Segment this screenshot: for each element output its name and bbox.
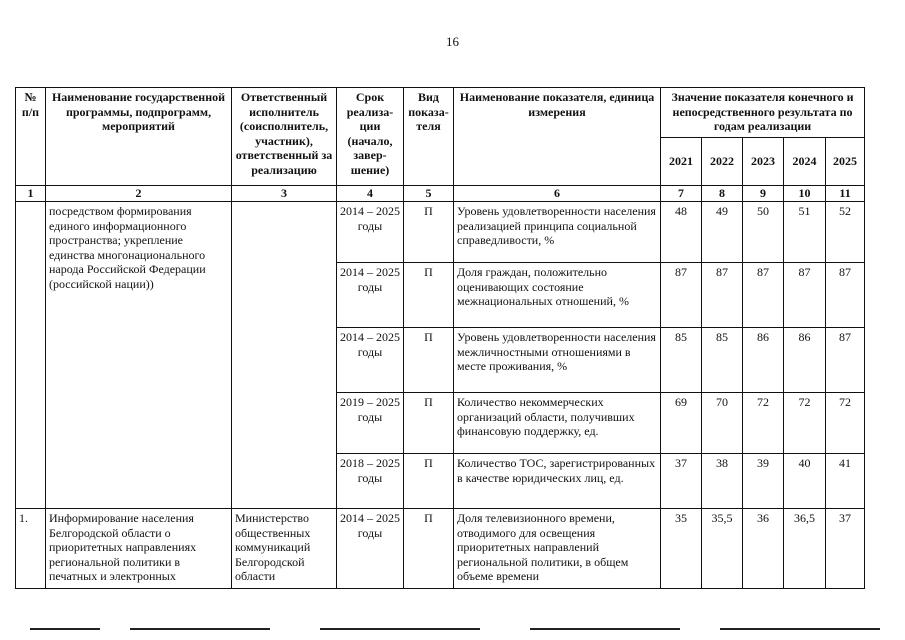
- header-year: 2022: [702, 138, 743, 186]
- column-number: 4: [337, 186, 404, 202]
- cell-value: 72: [743, 393, 784, 454]
- header-indicator-type: Вид показа-теля: [404, 88, 454, 186]
- cell-value: 87: [661, 263, 702, 328]
- cell-executor: Министерство общественных коммуникаций Белгородской области: [232, 509, 337, 589]
- cell-value: 49: [702, 202, 743, 263]
- column-number: 7: [661, 186, 702, 202]
- cell-value: 87: [784, 263, 826, 328]
- cell-executor: [232, 202, 337, 509]
- cell-value: 38: [702, 454, 743, 509]
- cell-value: 70: [702, 393, 743, 454]
- cell-value: 36: [743, 509, 784, 589]
- cell-value: 40: [784, 454, 826, 509]
- scan-bottom-edge: [30, 628, 880, 632]
- column-number: 3: [232, 186, 337, 202]
- cell-value: 37: [826, 509, 865, 589]
- indicators-table: [15, 87, 865, 589]
- page-number: 16: [446, 34, 459, 49]
- cell-indicator-name: Доля граждан, положительно оценивающих состояние межнациональных отношений, %: [454, 263, 661, 328]
- cell-number: 1.: [16, 509, 46, 589]
- column-number: 11: [826, 186, 865, 202]
- scan-line: [720, 628, 880, 630]
- cell-value: 36,5: [784, 509, 826, 589]
- column-number-row: [16, 186, 865, 202]
- cell-value: 86: [784, 328, 826, 393]
- header-year: 2024: [784, 138, 826, 186]
- table-row-item-1: [16, 509, 865, 589]
- cell-value: 37: [661, 454, 702, 509]
- cell-indicator-name: Количество некоммерческих организаций области, получивших финансовую поддержку, ед.: [454, 393, 661, 454]
- column-number: 8: [702, 186, 743, 202]
- cell-indicator-name: Количество ТОС, зарегистрированных в качестве юридических лиц, ед.: [454, 454, 661, 509]
- table-row: [16, 202, 865, 263]
- column-number: 5: [404, 186, 454, 202]
- cell-period: 2018 – 2025 годы: [337, 454, 404, 509]
- cell-value: 87: [826, 328, 865, 393]
- scan-line: [130, 628, 270, 630]
- header-number: № п/п: [16, 88, 46, 186]
- header-values-group: Значение показателя конечного и непосредственного результата по годам реализации: [661, 88, 865, 138]
- header-row-1: [16, 88, 865, 138]
- cell-value: 86: [743, 328, 784, 393]
- cell-value: 39: [743, 454, 784, 509]
- cell-indicator-type: П: [404, 454, 454, 509]
- header-period: Срок реализа-ции (начало, завер-шение): [337, 88, 404, 186]
- header-program-name: Наименование государственной программы, подпрограмм, мероприятий: [46, 88, 232, 186]
- header-indicator-name: Наименование показателя, единица измерения: [454, 88, 661, 186]
- scan-line: [530, 628, 680, 630]
- cell-period: 2014 – 2025 годы: [337, 509, 404, 589]
- cell-period: 2014 – 2025 годы: [337, 263, 404, 328]
- cell-indicator-type: П: [404, 263, 454, 328]
- cell-value: 72: [826, 393, 865, 454]
- cell-indicator-name: Уровень удовлетворенности населения межличностными отношениями в месте проживания, %: [454, 328, 661, 393]
- cell-value: 85: [661, 328, 702, 393]
- cell-indicator-type: П: [404, 393, 454, 454]
- cell-value: 87: [702, 263, 743, 328]
- cell-value: 69: [661, 393, 702, 454]
- column-number: 1: [16, 186, 46, 202]
- cell-indicator-type: П: [404, 202, 454, 263]
- cell-value: 52: [826, 202, 865, 263]
- cell-value: 35: [661, 509, 702, 589]
- column-number: 2: [46, 186, 232, 202]
- column-number: 9: [743, 186, 784, 202]
- cell-period: 2019 – 2025 годы: [337, 393, 404, 454]
- cell-program-name: Информирование населения Белгородской области о приоритетных направлениях региональной политики в печатных и электронных: [46, 509, 232, 589]
- cell-indicator-type: П: [404, 328, 454, 393]
- header-year: 2025: [826, 138, 865, 186]
- cell-value: 35,5: [702, 509, 743, 589]
- cell-period: 2014 – 2025 годы: [337, 328, 404, 393]
- cell-indicator-name: Доля телевизионного времени, отводимого для освещения приоритетных направлений региональной политики, в общем объеме времени: [454, 509, 661, 589]
- header-executor: Ответственный исполнитель (соисполнитель, участник), ответственный за реализацию: [232, 88, 337, 186]
- column-number: 10: [784, 186, 826, 202]
- cell-period: 2014 – 2025 годы: [337, 202, 404, 263]
- cell-value: 51: [784, 202, 826, 263]
- scan-line: [30, 628, 100, 630]
- cell-number: [16, 202, 46, 509]
- cell-value: 41: [826, 454, 865, 509]
- cell-program-name: посредством формирования единого информационного пространства; укрепление единства многонационального народа Российской Федерации (российской нации)): [46, 202, 232, 509]
- cell-value: 48: [661, 202, 702, 263]
- cell-indicator-type: П: [404, 509, 454, 589]
- cell-value: 72: [784, 393, 826, 454]
- cell-value: 85: [702, 328, 743, 393]
- cell-value: 87: [826, 263, 865, 328]
- cell-value: 50: [743, 202, 784, 263]
- column-number: 6: [454, 186, 661, 202]
- header-year: 2021: [661, 138, 702, 186]
- header-year: 2023: [743, 138, 784, 186]
- cell-indicator-name: Уровень удовлетворенности населения реализацией принципа социальной справедливости, %: [454, 202, 661, 263]
- scan-line: [320, 628, 480, 630]
- cell-value: 87: [743, 263, 784, 328]
